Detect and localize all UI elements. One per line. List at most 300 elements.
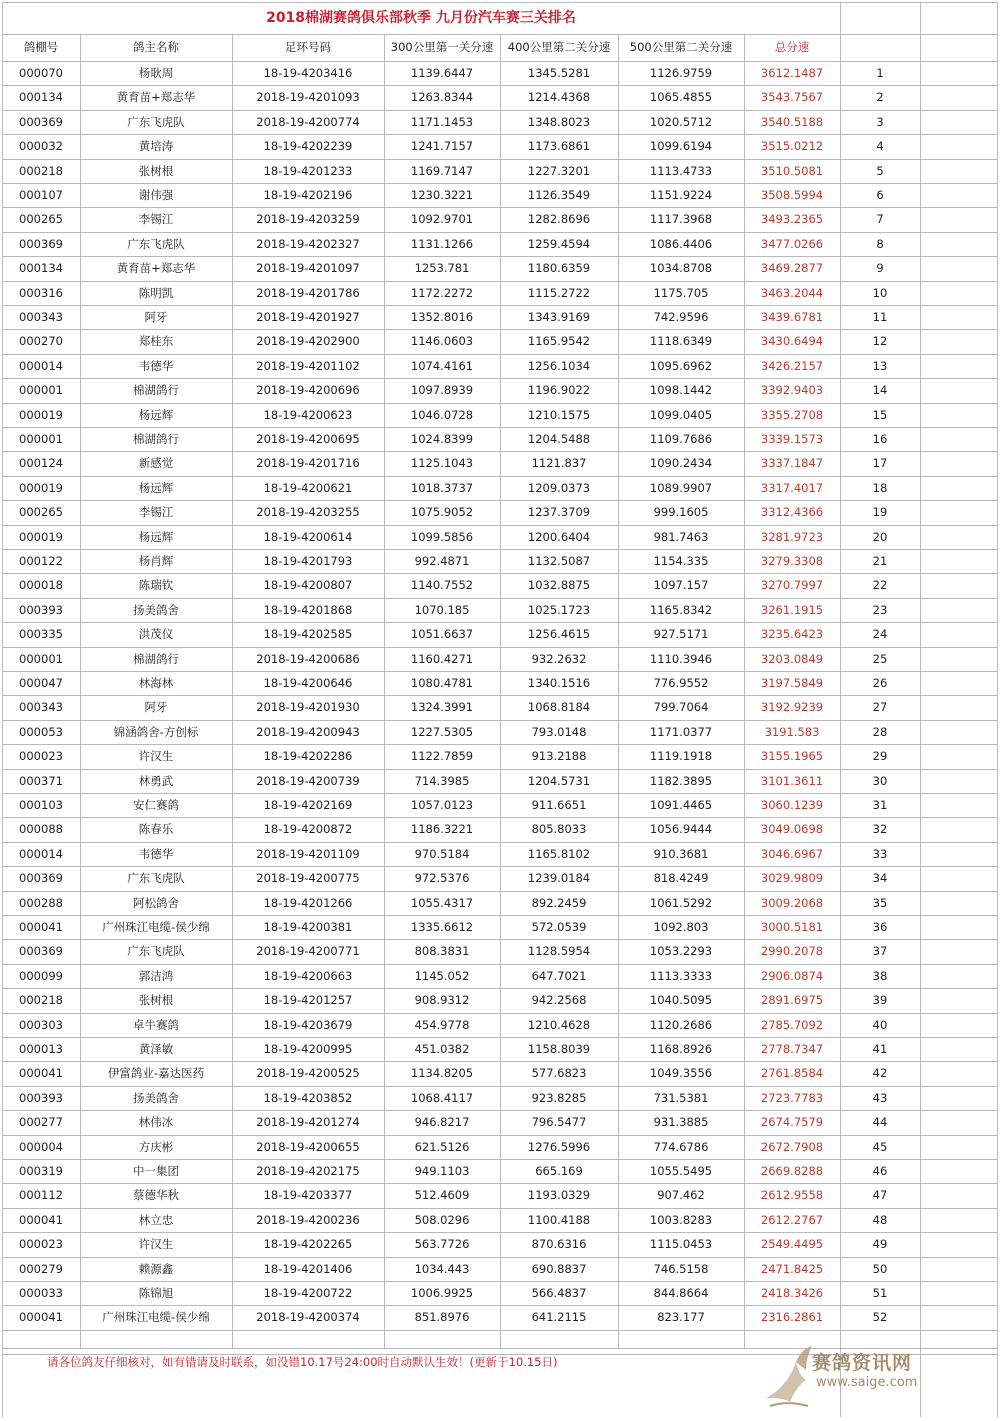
cell-rank: 6	[876, 188, 884, 202]
cell-ring: 2018-19-4200655	[256, 1139, 360, 1154]
cell-rank: 7	[876, 212, 884, 227]
cell-owner: 广东飞虎队	[127, 114, 185, 129]
cell-total: 3009.2068	[760, 895, 824, 910]
cell-total: 2316.2861	[760, 1310, 824, 1325]
cell-stage2: 1132.5087	[527, 554, 591, 568]
cell-owner: 洪茂仪	[138, 627, 174, 642]
cell-ring: 2018-19-4200525	[256, 1066, 360, 1081]
cell-shed: 000371	[19, 773, 63, 788]
cell-ring: 2018-19-4200775	[256, 871, 360, 886]
cell-stage3: 1171.0377	[649, 724, 713, 739]
cell-total: 3426.2157	[760, 358, 824, 373]
cell-stage1: 949.1103	[414, 1164, 470, 1178]
cell-shed: 000265	[19, 212, 63, 227]
cell-owner: 杨远辉	[138, 529, 174, 544]
cell-stage2: 1200.6404	[527, 529, 591, 544]
cell-shed: 000218	[19, 163, 63, 178]
cell-stage1: 1253.781	[414, 261, 470, 276]
cell-owner: 许汉生	[138, 749, 174, 764]
cell-ring: 18-19-4200381	[263, 920, 353, 934]
cell-stage1: 1352.8016	[410, 310, 474, 324]
cell-ring: 2018-19-4202175	[256, 1164, 360, 1178]
cell-ring: 2018-19-4200236	[256, 1212, 360, 1227]
cell-owner: 棉湖鸽行	[133, 651, 179, 666]
cell-owner: 广东飞虎队	[127, 871, 185, 886]
cell-stage1: 1092.9701	[410, 212, 474, 227]
cell-rank: 17	[872, 456, 888, 471]
cell-total: 3270.7997	[760, 578, 824, 593]
cell-owner: 李锡江	[138, 505, 174, 520]
cell-ring: 2018-19-4203255	[256, 505, 360, 520]
cell-total: 3312.4366	[760, 505, 824, 520]
cell-shed: 000218	[19, 993, 63, 1008]
cell-total: 3060.1239	[760, 798, 824, 812]
cell-rank: 25	[872, 651, 888, 666]
cell-stage3: 1119.1918	[649, 749, 713, 764]
cell-owner: 锦涵鸽舍-方创标	[113, 724, 199, 739]
cell-owner: 陈明凯	[138, 285, 174, 300]
cell-stage3: 1099.0405	[649, 407, 713, 422]
cell-owner: 陈瑞钦	[138, 578, 174, 593]
cell-shed: 000023	[19, 749, 63, 764]
cell-ring: 2018-19-4200771	[256, 944, 360, 959]
cell-stage3: 1053.2293	[649, 944, 713, 959]
cell-total: 2669.8288	[760, 1164, 824, 1178]
cell-owner: 陈锦旭	[138, 1286, 174, 1300]
cell-owner: 阿松鸽舍	[133, 895, 179, 910]
cell-shed: 000319	[19, 1164, 63, 1178]
cell-total: 3463.2044	[760, 285, 824, 300]
cell-stage1: 1172.2272	[410, 285, 474, 300]
cell-rank: 49	[872, 1237, 888, 1252]
cell-owner: 中一集团	[133, 1164, 179, 1178]
cell-shed: 000001	[19, 432, 63, 446]
cell-stage3: 1056.9444	[649, 822, 713, 837]
cell-stage1: 1122.7859	[410, 749, 474, 764]
cell-total: 3439.6781	[760, 310, 824, 324]
cell-shed: 000019	[19, 529, 63, 544]
cell-total: 3430.6494	[760, 334, 824, 349]
cell-total: 3046.6967	[760, 846, 824, 861]
cell-rank: 43	[872, 1090, 888, 1105]
cell-stage1: 1131.1266	[410, 236, 474, 251]
cell-owner: 方庆彬	[138, 1139, 174, 1154]
cell-rank: 28	[872, 724, 888, 739]
cell-stage3: 1040.5095	[649, 993, 713, 1008]
header-stage2: 400公里第二关分速	[507, 40, 611, 54]
cell-total: 3477.0266	[760, 236, 824, 251]
cell-stage3: 844.8664	[653, 1286, 709, 1300]
cell-stage1: 1139.6447	[410, 66, 474, 80]
cell-total: 3101.3611	[760, 773, 824, 788]
cell-stage2: 1115.2722	[527, 285, 591, 300]
cell-stage2: 566.4837	[531, 1286, 587, 1300]
cell-stage2: 870.6316	[531, 1237, 587, 1252]
cell-stage1: 1230.3221	[410, 188, 474, 202]
header-stage3: 500公里第二关分速	[629, 40, 733, 54]
cell-stage2: 1068.8184	[527, 700, 591, 715]
cell-stage1: 1046.0728	[410, 407, 474, 422]
cell-stage3: 799.7064	[653, 700, 709, 715]
cell-ring: 18-19-4202286	[263, 749, 353, 764]
cell-rank: 9	[876, 261, 884, 276]
cell-rank: 12	[872, 334, 888, 349]
header-stage1: 300公里第一关分速	[390, 40, 494, 54]
cell-stage1: 1241.7157	[410, 139, 474, 154]
cell-shed: 000001	[19, 651, 63, 666]
cell-stage2: 1128.5954	[527, 944, 591, 959]
cell-shed: 000393	[19, 602, 63, 617]
cell-stage2: 1239.0184	[527, 871, 591, 886]
cell-ring: 18-19-4201406	[263, 1261, 353, 1276]
cell-rank: 50	[872, 1261, 888, 1276]
cell-total: 3049.0698	[760, 822, 824, 837]
cell-stage2: 932.2632	[531, 651, 587, 666]
cell-ring: 18-19-4202196	[263, 188, 353, 202]
cell-rank: 5	[876, 163, 884, 178]
cell-shed: 000032	[19, 139, 63, 154]
cell-stage1: 1070.185	[414, 602, 470, 617]
cell-stage3: 1165.8342	[649, 602, 713, 617]
cell-owner: 谢伟强	[138, 188, 174, 202]
cell-rank: 41	[872, 1042, 888, 1056]
cell-shed: 000019	[19, 480, 63, 495]
cell-shed: 000369	[19, 871, 63, 886]
cell-stage1: 1074.4161	[410, 358, 474, 373]
cell-stage3: 1091.4465	[649, 798, 713, 812]
cell-stage2: 1343.9169	[527, 310, 591, 324]
cell-shed: 000343	[19, 700, 63, 715]
cell-rank: 21	[872, 554, 888, 568]
cell-rank: 13	[872, 358, 888, 373]
cell-shed: 000047	[19, 676, 63, 690]
cell-shed: 000099	[19, 968, 63, 983]
cell-stage2: 1209.0373	[527, 480, 591, 495]
cell-stage3: 1110.3946	[649, 651, 713, 666]
cell-rank: 22	[872, 578, 888, 593]
cell-owner: 扬美鸽舍	[133, 602, 179, 617]
cell-stage3: 1065.4855	[649, 90, 713, 105]
cell-stage1: 1145.052	[414, 968, 470, 983]
cell-ring: 2018-19-4200943	[256, 724, 360, 739]
cell-rank: 4	[876, 139, 884, 154]
cell-stage1: 1068.4117	[410, 1090, 474, 1105]
cell-stage1: 851.8976	[414, 1310, 470, 1325]
cell-rank: 19	[872, 505, 888, 520]
cell-stage1: 1125.1043	[410, 456, 474, 471]
cell-ring: 18-19-4203679	[263, 1017, 353, 1032]
cell-stage3: 776.9552	[653, 676, 709, 690]
cell-stage2: 1204.5731	[527, 773, 591, 788]
cell-ring: 18-19-4200872	[263, 822, 353, 837]
cell-stage3: 999.1605	[653, 505, 709, 520]
cell-shed: 000265	[19, 505, 63, 520]
watermark-url: www.saige.com	[816, 1375, 918, 1390]
cell-stage1: 908.9312	[414, 993, 470, 1008]
cell-stage3: 1154.335	[653, 554, 709, 568]
cell-stage2: 1259.4594	[527, 236, 591, 251]
cell-ring: 2018-19-4201786	[256, 285, 360, 300]
cell-shed: 000369	[19, 944, 63, 959]
cell-shed: 000288	[19, 895, 63, 910]
cell-rank: 20	[872, 529, 888, 544]
cell-owner: 张树根	[138, 163, 174, 178]
cell-stage2: 1214.4368	[527, 90, 591, 105]
cell-stage1: 1097.8939	[410, 383, 474, 398]
cell-total: 3493.2365	[760, 212, 824, 227]
cell-owner: 棉湖鸽行	[133, 383, 179, 398]
cell-stage2: 1340.1516	[527, 676, 591, 690]
cell-rank: 27	[872, 700, 888, 715]
cell-rank: 42	[872, 1066, 888, 1081]
cell-rank: 45	[872, 1139, 888, 1154]
cell-rank: 36	[872, 920, 888, 934]
cell-owner: 许汉生	[138, 1237, 174, 1252]
cell-ring: 18-19-4200722	[263, 1286, 353, 1300]
cell-stage2: 1348.8023	[527, 114, 591, 129]
cell-ring: 18-19-4202265	[263, 1237, 353, 1252]
cell-ring: 18-19-4202239	[263, 139, 353, 154]
cell-ring: 18-19-4201868	[263, 602, 353, 617]
cell-stage2: 913.2188	[531, 749, 587, 764]
cell-stage3: 1099.6194	[649, 139, 713, 154]
cell-stage1: 1080.4781	[410, 676, 474, 690]
cell-owner: 林伟冰	[138, 1115, 174, 1130]
cell-owner: 黄育苗+郑志华	[116, 261, 196, 276]
cell-rank: 32	[872, 822, 888, 837]
cell-shed: 000124	[19, 456, 63, 471]
cell-ring: 18-19-4201266	[263, 895, 353, 910]
cell-stage1: 1099.5856	[410, 529, 474, 544]
cell-stage3: 1089.9907	[649, 480, 713, 495]
cell-ring: 18-19-4202585	[263, 627, 353, 642]
cell-stage3: 1151.9224	[649, 188, 713, 202]
cell-total: 3355.2708	[760, 407, 824, 422]
cell-stage2: 942.2568	[531, 993, 587, 1008]
cell-stage3: 818.4249	[653, 871, 709, 886]
cell-total: 3543.7567	[760, 90, 824, 105]
cell-ring: 18-19-4203416	[263, 66, 353, 80]
cell-owner: 黄培涛	[138, 139, 174, 154]
cell-stage2: 1227.3201	[527, 163, 591, 178]
cell-total: 3337.1847	[760, 456, 824, 471]
cell-rank: 35	[872, 895, 888, 910]
cell-stage3: 1098.1442	[649, 383, 713, 398]
cell-stage2: 923.8285	[531, 1090, 587, 1105]
cell-rank: 23	[872, 602, 888, 617]
cell-total: 3515.0212	[760, 139, 824, 154]
cell-owner: 林勇武	[138, 773, 174, 788]
cell-owner: 广州珠江电缆-侯少绵	[102, 1310, 210, 1325]
cell-stage2: 1032.8875	[527, 578, 591, 593]
cell-rank: 40	[872, 1017, 888, 1032]
cell-stage3: 1109.7686	[649, 432, 713, 446]
cell-shed: 000033	[19, 1286, 63, 1300]
cell-shed: 000088	[19, 822, 63, 837]
cell-owner: 林立忠	[138, 1212, 174, 1227]
cell-total: 2891.6975	[760, 993, 824, 1008]
cell-total: 2471.8425	[760, 1261, 824, 1276]
cell-ring: 2018-19-4200774	[256, 114, 360, 129]
cell-stage1: 1057.0123	[410, 798, 474, 812]
cell-stage2: 577.6823	[531, 1066, 587, 1081]
cell-ring: 18-19-4203852	[263, 1090, 353, 1105]
cell-stage2: 641.2115	[531, 1310, 587, 1325]
cell-stage3: 1168.8926	[649, 1042, 713, 1056]
cell-shed: 000134	[19, 261, 63, 276]
cell-shed: 000053	[19, 724, 63, 739]
cell-total: 3191.583	[764, 724, 820, 739]
cell-ring: 2018-19-4200695	[256, 432, 360, 446]
cell-stage1: 451.0382	[414, 1042, 470, 1056]
cell-stage1: 1169.7147	[410, 163, 474, 178]
cell-stage1: 1055.4317	[410, 895, 474, 910]
cell-total: 3203.0849	[760, 651, 824, 666]
cell-shed: 000019	[19, 407, 63, 422]
cell-owner: 韦德华	[138, 846, 174, 861]
header-total: 总分速	[774, 40, 810, 54]
cell-rank: 51	[872, 1286, 888, 1300]
cell-stage2: 1210.1575	[527, 407, 591, 422]
cell-shed: 000343	[19, 310, 63, 324]
cell-owner: 杨远辉	[138, 480, 174, 495]
cell-owner: 张树根	[138, 993, 174, 1008]
cell-shed: 000004	[19, 1139, 63, 1154]
cell-ring: 2018-19-4201930	[256, 700, 360, 715]
cell-rank: 34	[872, 871, 888, 886]
cell-stage1: 972.5376	[414, 871, 470, 886]
cell-ring: 2018-19-4200739	[256, 773, 360, 788]
cell-total: 2778.7347	[760, 1042, 824, 1056]
cell-rank: 30	[872, 773, 888, 788]
cell-stage2: 1345.5281	[527, 66, 591, 80]
cell-stage1: 946.8217	[414, 1115, 470, 1130]
cell-stage1: 1134.8205	[410, 1066, 474, 1081]
cell-rank: 33	[872, 846, 888, 861]
cell-ring: 2018-19-4200696	[256, 383, 360, 398]
cell-ring: 2018-19-4202900	[256, 334, 360, 349]
cell-rank: 3	[876, 114, 884, 129]
cell-total: 3317.4017	[760, 480, 824, 495]
cell-rank: 1	[876, 66, 884, 80]
cell-ring: 2018-19-4202327	[256, 236, 360, 251]
cell-rank: 44	[872, 1115, 888, 1130]
cell-ring: 18-19-4202169	[263, 798, 353, 812]
cell-owner: 棉湖鸽行	[133, 432, 179, 446]
cell-stage3: 907.462	[657, 1188, 705, 1203]
cell-ring: 18-19-4200623	[263, 407, 353, 422]
cell-owner: 杨耿周	[138, 66, 174, 80]
cell-stage2: 1196.9022	[527, 383, 591, 398]
cell-total: 2418.3426	[760, 1286, 824, 1300]
cell-stage3: 1182.3895	[649, 773, 713, 788]
cell-total: 3469.2877	[760, 261, 824, 276]
cell-owner: 韦德华	[138, 358, 174, 373]
cell-owner: 林海林	[138, 676, 174, 690]
header-shed: 鸽棚号	[23, 40, 59, 54]
cell-ring: 18-19-4201793	[263, 554, 353, 568]
cell-total: 3281.9723	[760, 529, 824, 544]
cell-shed: 000279	[19, 1261, 63, 1276]
cell-rank: 46	[872, 1164, 888, 1178]
cell-total: 3339.1573	[760, 432, 824, 446]
cell-owner: 阿牙	[144, 310, 168, 324]
cell-rank: 2	[876, 90, 884, 105]
cell-stage3: 1034.8708	[649, 261, 713, 276]
cell-shed: 000122	[19, 554, 63, 568]
cell-total: 3392.9403	[760, 383, 824, 398]
cell-total: 3197.5849	[760, 676, 824, 690]
cell-shed: 000316	[19, 285, 63, 300]
cell-ring: 2018-19-4201109	[256, 846, 360, 861]
cell-owner: 伊富鸽业-嘉达医药	[107, 1066, 205, 1081]
cell-stage3: 1020.5712	[649, 114, 713, 129]
cell-total: 3192.9239	[760, 700, 824, 715]
cell-ring: 18-19-4203377	[263, 1188, 353, 1203]
pigeon-logo-icon	[760, 1340, 820, 1412]
cell-stage2: 1210.4628	[527, 1017, 591, 1032]
cell-stage3: 927.5171	[653, 627, 709, 642]
cell-stage2: 1256.1034	[527, 358, 591, 373]
header-owner: 鸽主名称	[133, 40, 179, 54]
cell-ring: 18-19-4200807	[263, 578, 353, 593]
sheet-title: 2018棉湖赛鸽俱乐部秋季 九月份汽车赛三关排名	[266, 10, 576, 26]
cell-stage1: 1160.4271	[410, 651, 474, 666]
cell-stage3: 1061.5292	[649, 895, 713, 910]
cell-rank: 11	[872, 310, 888, 324]
watermark	[760, 1340, 960, 1412]
cell-shed: 000018	[19, 578, 63, 593]
cell-rank: 52	[872, 1310, 888, 1325]
cell-stage2: 1173.6861	[527, 139, 591, 154]
cell-stage2: 1126.3549	[527, 188, 591, 202]
cell-stage1: 1024.8399	[410, 432, 474, 446]
cell-owner: 安仁赛鸽	[133, 798, 179, 812]
cell-owner: 阿牙	[144, 700, 168, 715]
cell-stage2: 892.2459	[531, 895, 587, 910]
cell-stage3: 1113.4733	[649, 163, 713, 178]
cell-stage3: 1115.0453	[649, 1237, 713, 1252]
cell-total: 3540.5188	[760, 114, 824, 129]
cell-shed: 000041	[19, 1212, 63, 1227]
cell-stage2: 1121.837	[531, 456, 587, 471]
cell-stage1: 1263.8344	[410, 90, 474, 105]
cell-stage1: 1140.7552	[410, 578, 474, 593]
cell-stage2: 1256.4615	[527, 627, 591, 642]
cell-owner: 黄泽敏	[138, 1042, 174, 1056]
cell-stage2: 1165.9542	[527, 334, 591, 349]
cell-stage2: 796.5477	[531, 1115, 587, 1130]
cell-ring: 2018-19-4201102	[256, 358, 360, 373]
cell-stage1: 970.5184	[414, 846, 470, 861]
cell-ring: 18-19-4201233	[263, 163, 353, 178]
cell-total: 3508.5994	[760, 188, 824, 202]
cell-shed: 000303	[19, 1017, 63, 1032]
cell-stage3: 1049.3556	[649, 1066, 713, 1081]
cell-stage1: 1018.3737	[410, 480, 474, 495]
cell-shed: 000001	[19, 383, 63, 398]
cell-owner: 扬美鸽舍	[133, 1090, 179, 1105]
cell-stage2: 1282.8696	[527, 212, 591, 227]
cell-rank: 10	[872, 285, 888, 300]
cell-shed: 000103	[19, 798, 63, 812]
cell-stage2: 1204.5488	[527, 432, 591, 446]
cell-owner: 郭洁鸿	[138, 968, 174, 983]
cell-shed: 000393	[19, 1090, 63, 1105]
cell-ring: 2018-19-4203259	[256, 212, 360, 227]
cell-shed: 000041	[19, 1066, 63, 1081]
cell-stage3: 981.7463	[653, 529, 709, 544]
